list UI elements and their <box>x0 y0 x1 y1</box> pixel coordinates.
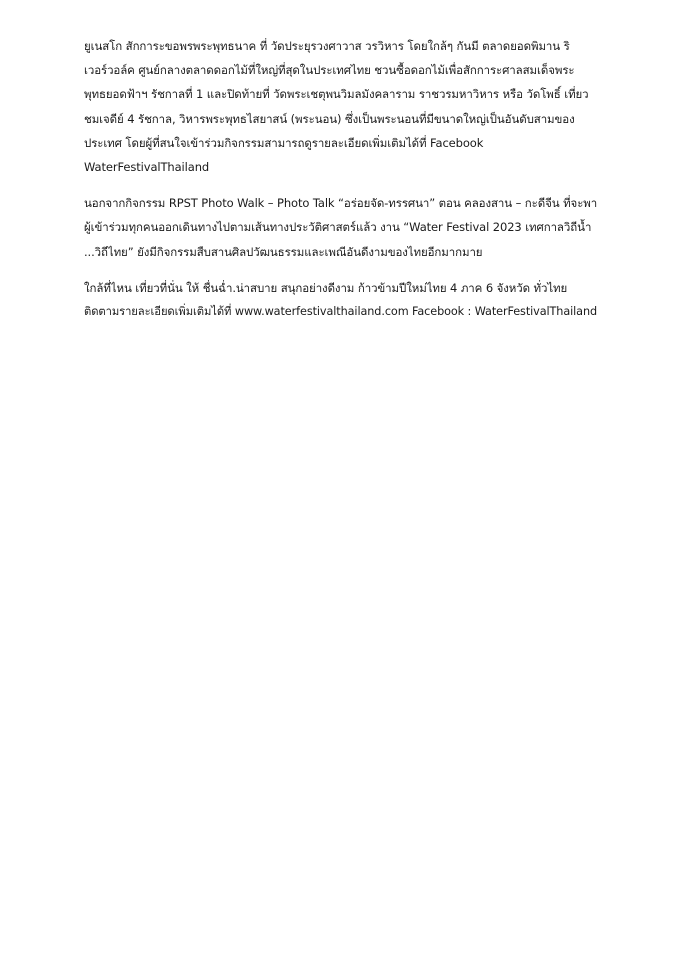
paragraph-spacer <box>84 264 604 276</box>
text-line: ยูเนสโก สักการะขอพรพระพุทธนาค ที่ วัดประยุรวงศาวาส วรวิหาร โดยใกล้ๆ กันมี ตลาดยอดพิมาน ริ <box>84 39 570 53</box>
paragraph-spacer <box>84 179 604 191</box>
text-line: ใกล้ที่ไหน เที่ยวที่นั่น ให้ ชื่นฉ่ำ.น่าสบาย สนุกอย่างดีงาม ก้าวข้ามปีใหม่ไทย 4 ภาค 6 จังหวัด ทั่วไทย <box>84 280 568 295</box>
text-line: ประเทศ โดยผู้ที่สนใจเข้าร่วมกิจกรรมสามารถดูรายละเอียดเพิ่มเติมได้ที่ Facebook <box>84 135 484 150</box>
text-line: นอกจากกิจกรรม RPST Photo Walk – Photo Talk “อร่อยจัด-ทรรศนา” ตอน คลองสาน – กะดีจีน ที่จะพา <box>84 196 598 211</box>
paragraph-photo-walk <box>84 191 604 264</box>
text-line: ติดตามรายละเอียดเพิ่มเติมได้ที่ www.waterfestivalthailand.com Facebook : WaterFestivalThailand <box>84 305 598 319</box>
text-line: ...วิถีไทย” ยังมีกิจกรรมสืบสานศิลปวัฒนธรรมและเพณีอันดีงามของไทยอีกมากมาย <box>84 244 483 259</box>
text-line: WaterFestivalThailand <box>84 160 210 175</box>
document-body <box>84 34 604 324</box>
paragraph-follow-info <box>84 276 604 324</box>
paragraph-festival-route <box>84 34 604 179</box>
text-line: เวอร์วอล์ค ศูนย์กลางตลาดดอกไม้ที่ใหญ่ที่สุดในประเทศไทย ชวนซื้อดอกไม้เพื่อสักการะศาลสมเด็จพระ <box>84 63 575 78</box>
text-line: ผู้เข้าร่วมทุกคนออกเดินทางไปตามเส้นทางประวัติศาสตร์แล้ว งาน “Water Festival 2023 เทศกาลวิถีน้ำ <box>84 220 592 235</box>
text-line: ชมเจดีย์ 4 รัชกาล, วิหารพระพุทธไสยาสน์ (พระนอน) ซึ่งเป็นพระนอนที่มีขนาดใหญ่เป็นอันดับสามของ <box>84 111 575 126</box>
text-line: พุทธยอดฟ้าฯ รัชกาลที่ 1 และปิดท้ายที่ วัดพระเชตุพนวิมลมังคลาราม ราชวรมหาวิหาร หรือ วัดโพธิ์ เที่ยว <box>84 87 589 102</box>
